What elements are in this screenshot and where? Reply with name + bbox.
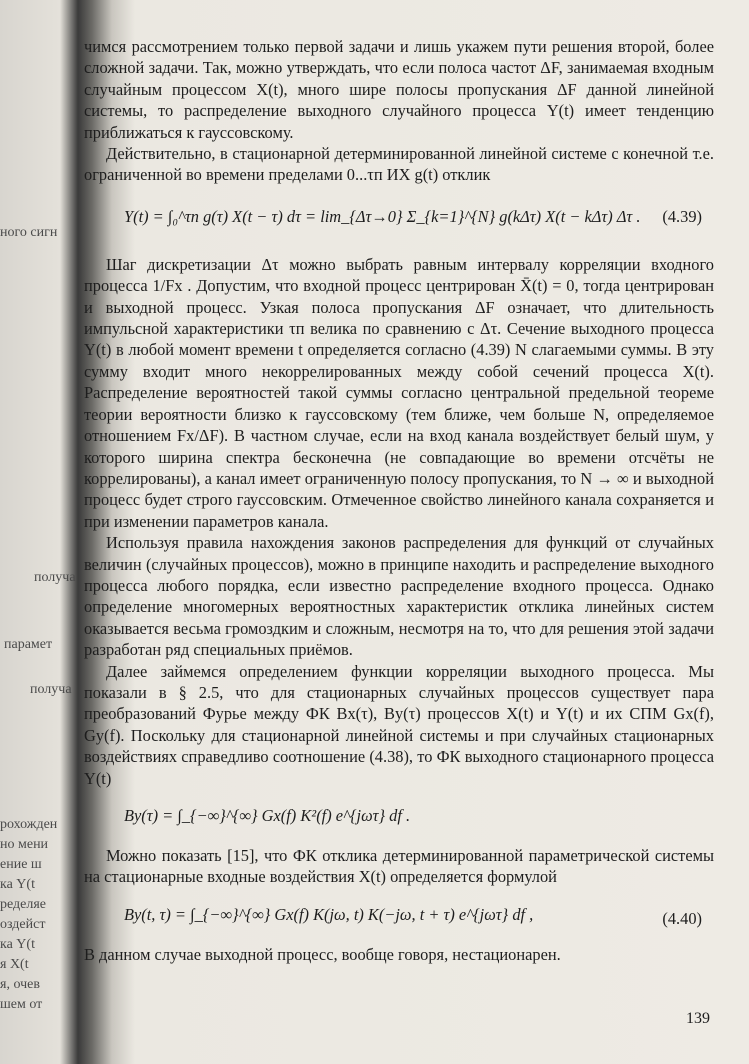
margin-fragment: парамет — [4, 637, 53, 652]
formula-expression: By(t, τ) = ∫_{−∞}^{∞} Gx(f) K(jω, t) K(−jω, t + τ) e^{jωτ} df , — [124, 904, 534, 924]
margin-fragment: ка Y(t — [0, 937, 35, 952]
margin-fragment: я X(t — [0, 957, 29, 972]
margin-fragment: рохожден — [0, 817, 58, 832]
paragraph-3: Шаг дискретизации Δτ можно выбрать равным интервалу корреляции входного процесса 1/Fx . Допустим, что входной процесс центрирован X̄(t) = 0, тогда центрирован и выходной процесс. Узкая полоса пропускания ΔF означает, что длительность импульсной характеристики τп велика по сравнению с Δτ. Сечение выходного процесса Y(t) в любой момент времени t определяется согласно (4.39) N слагаемыми суммы. В эту сумму входит много некоррелированных между собой сечений процесса X(t). Распределение вероятностей такой суммы согласно центральной предельной теореме теории вероятности близко к гауссовскому (тем ближе, чем больше N, определяемое отношением Fx/ΔF). В частном случае, если на вход канала воздействует белый шум, у которого ширина спектра бесконечна (не совпадающие во времени отсчёты не коррелированы), а канал имеет ограниченную полосу пропускания, то N → ∞ и выходной процесс будет строго гауссовским. Отмеченное свойство линейного канала сохраняется и при изменении параметров канала. — [84, 254, 714, 531]
margin-fragment: ение ш — [0, 857, 42, 872]
margin-fragment: оздейст — [0, 917, 46, 932]
paragraph-2: Действительно, в стационарной детерминированной линейной системе с конечной т.е. ограниченной во времени пределами 0...τп ИХ g(t) отклик — [84, 144, 714, 185]
paragraph-1: чимся рассмотрением только первой задачи и лишь укажем пути решения второй, более сложной задачи. Так, можно утверждать, что если полоса частот ΔF, занимаемая входным случайным процессом X(t), много шире полосы пропускания ΔF данной линейной системы, то распределение выходного случайного процесса Y(t) имеет тенденцию приближаться к гауссовскому. — [84, 37, 714, 142]
margin-fragment: ного сигн — [0, 225, 58, 240]
equation-number: (4.40) — [662, 908, 702, 928]
margin-fragment: получа — [34, 570, 76, 585]
formula-4-40 — [84, 890, 714, 940]
margin-fragment: ределяе — [0, 897, 47, 912]
main-text — [84, 36, 714, 965]
previous-page-margin — [0, 0, 80, 1064]
margin-fragment: шем от — [0, 997, 43, 1012]
formula-expression: By(τ) = ∫_{−∞}^{∞} Gx(f) K²(f) e^{jωτ} df . — [124, 806, 411, 825]
paragraph-7: В данном случае выходной процесс, вообще говоря, нестационарен. — [84, 944, 561, 964]
page-number: 139 — [686, 1010, 710, 1027]
margin-fragment: получа — [30, 682, 72, 697]
paragraph-5: Далее займемся определением функции корреляции выходного процесса. Мы показали в § 2.5, что для стационарных случайных процессов существует пара преобразований Фурье между ФК Bx(τ), By(τ) процессов X(t) и Y(t) и их СПМ Gx(f), Gy(f). Поскольку для стационарной линейной системы и при случайных стационарных воздействиях справедливо соотношение (4.38), то ФК выходного стационарного процесса Y(t) — [84, 661, 714, 788]
formula-expression: Y(t) = ∫₀^τп g(τ) X(t − τ) dτ = lim_{Δτ→0} Σ_{k=1}^{N} g(kΔτ) X(t − kΔτ) Δτ . — [124, 206, 641, 226]
paragraph-6: Можно показать [15], что ФК отклика детерминированной параметрической системы на стационарные входные воздействия X(t) определяется формулой — [84, 846, 714, 887]
paragraph-4: Используя правила нахождения законов распределения для функций от случайных величин (случайных процессов), можно в принципе находить и распределение выходного процесса любого порядка, если известно распределение входного процесса. Однако определение многомерных вероятностных характеристик отклика линейных систем оказывается весьма громоздким и сложным, несмотря на то, что для решения этой задачи разработан ряд специальных приёмов. — [84, 533, 714, 660]
margin-fragment: но мени — [0, 837, 49, 852]
margin-fragment: ка Y(t — [0, 877, 35, 892]
formula-correlation — [84, 791, 714, 841]
equation-number: (4.39) — [662, 206, 702, 226]
formula-4-39 — [84, 188, 714, 250]
margin-fragment: я, очев — [0, 977, 40, 992]
